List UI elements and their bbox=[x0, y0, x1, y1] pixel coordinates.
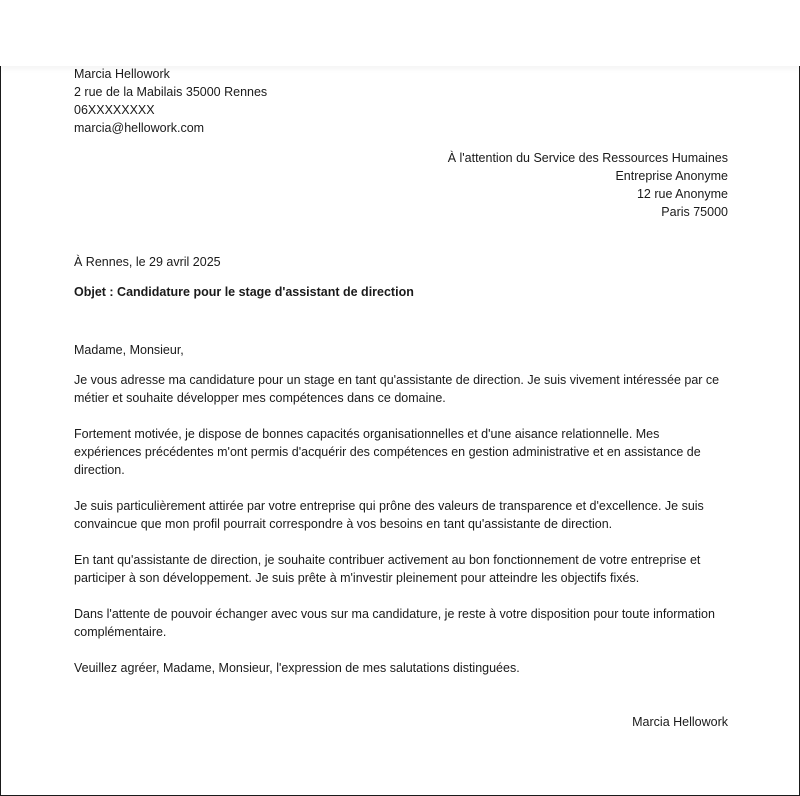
recipient-attention: À l'attention du Service des Ressources Humaines bbox=[447, 151, 728, 165]
sender-email: marcia@hellowork.com bbox=[74, 121, 205, 135]
letter-page bbox=[0, 66, 800, 796]
closing-line: Veuillez agréer, Madame, Monsieur, l'expression de mes salutations distinguées. bbox=[74, 661, 520, 675]
body-paragraph: Je suis particulièrement attirée par votre entreprise qui prône des valeurs de transparence et d'excellence. Je suis convaincue que mon profil pourrait correspondre à vos besoins en tant qu'assistante de direction. bbox=[74, 499, 704, 531]
sender-address: 2 rue de la Mabilais 35000 Rennes bbox=[74, 85, 268, 99]
recipient-city: Paris 75000 bbox=[661, 205, 728, 219]
sender-name: Marcia Hellowork bbox=[74, 67, 170, 81]
sender-phone: 06XXXXXXXX bbox=[74, 103, 155, 117]
body-paragraph: En tant qu'assistante de direction, je souhaite contribuer activement au bon fonctionnement de votre entreprise et participer à son développement. Je suis prête à m'investir pleinement pour atteindre les objectifs fixés. bbox=[74, 553, 701, 585]
subject-line: Objet : Candidature pour le stage d'assistant de direction bbox=[74, 285, 414, 299]
top-bar bbox=[0, 0, 800, 66]
body-paragraph: Fortement motivée, je dispose de bonnes capacités organisationnelles et d'une aisance relationnelle. Mes expériences précédentes m'ont permis d'acquérir des compétences en gestion administrative et en assistance de direction. bbox=[74, 427, 701, 477]
signature: Marcia Hellowork bbox=[632, 715, 728, 729]
salutation: Madame, Monsieur, bbox=[74, 343, 184, 357]
sender-block bbox=[74, 65, 728, 137]
recipient-street: 12 rue Anonyme bbox=[636, 187, 728, 201]
recipient-block bbox=[74, 149, 728, 221]
body-paragraph: Je vous adresse ma candidature pour un stage en tant qu'assistante de direction. Je suis vivement intéressée par ce métier et souhaite développer mes compétences dans ce domaine. bbox=[74, 373, 720, 405]
body-paragraph: Dans l'attente de pouvoir échanger avec vous sur ma candidature, je reste à votre disposition pour toute information complémentaire. bbox=[74, 607, 715, 639]
recipient-company: Entreprise Anonyme bbox=[615, 169, 728, 183]
date-line: À Rennes, le 29 avril 2025 bbox=[74, 255, 221, 269]
letter-content bbox=[74, 66, 728, 731]
